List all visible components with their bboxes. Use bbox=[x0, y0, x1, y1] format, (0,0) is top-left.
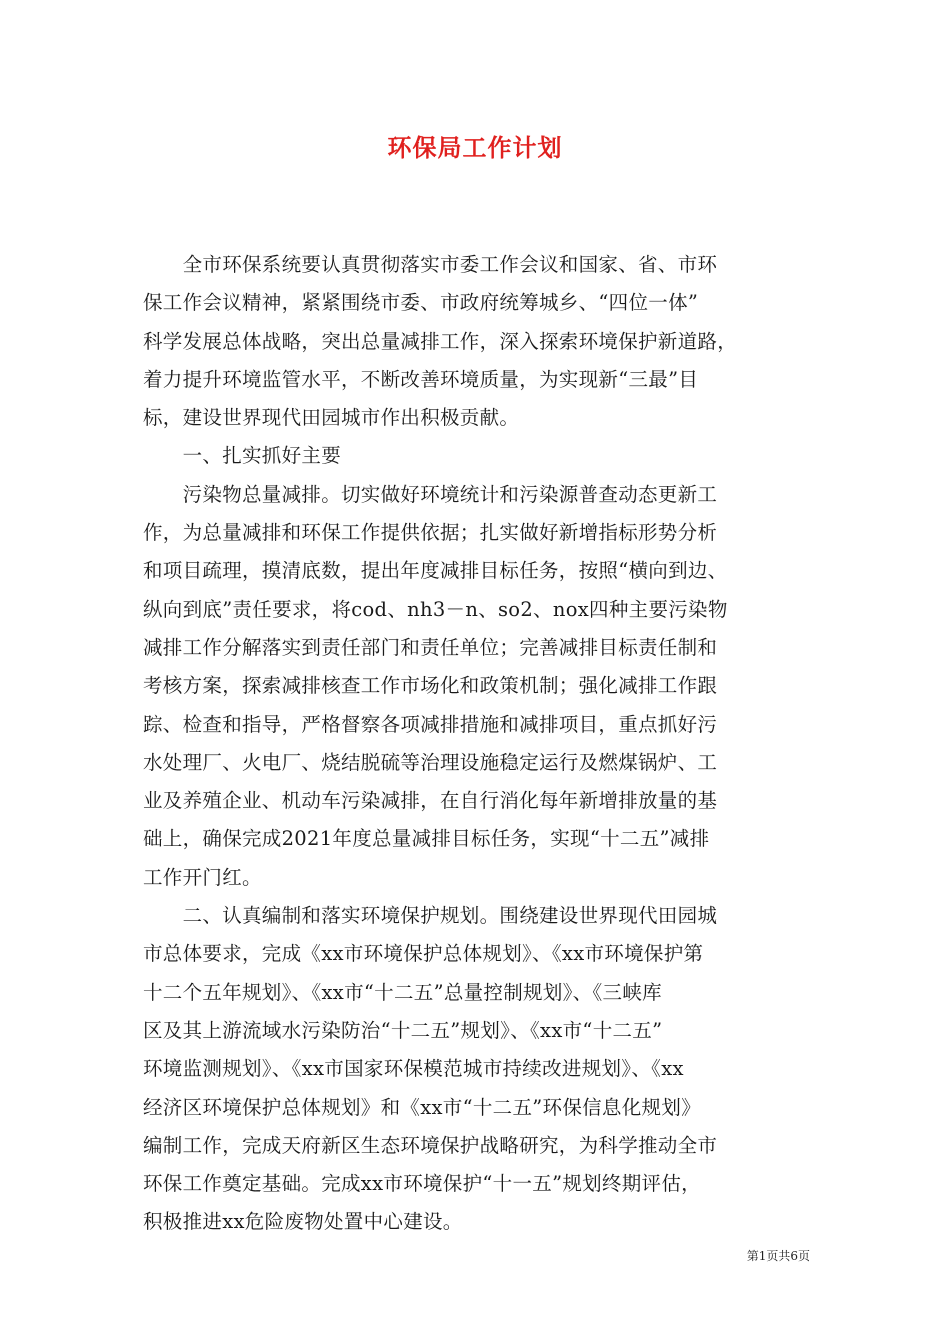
text-line: 全市环保系统要认真贯彻落实市委工作会议和国家、省、市环 bbox=[143, 253, 718, 276]
text-line: 工作开门红。 bbox=[143, 865, 262, 889]
text-line: 污染物总量减排。切实做好环境统计和污染源普查动态更新工 bbox=[143, 482, 718, 506]
text-line: 纵向到底”责任要求，将cod、nh3－n、so2、nox四种主要污染物 bbox=[143, 597, 728, 621]
text-line: 市总体要求，完成《xx市环境保护总体规划》、《xx市环境保护第 bbox=[143, 942, 704, 966]
document-body bbox=[143, 246, 811, 1242]
page-number: 第1页共6页 bbox=[746, 1249, 810, 1263]
text-line: 积极推进xx危险废物处置中心建设。 bbox=[143, 1210, 463, 1234]
text-line: 着力提升环境监管水平，不断改善环境质量，为实现新“三最”目 bbox=[143, 367, 699, 391]
text-line: 保工作会议精神，紧紧围绕市委、市政府统筹城乡、“四位一体” bbox=[143, 291, 699, 315]
text-line: 减排工作分解落实到责任部门和责任单位；完善减排目标责任制和 bbox=[143, 635, 718, 659]
document-title: 环保局工作计划 bbox=[387, 133, 563, 162]
text-line: 环保工作奠定基础。完成xx市环境保护“十一五”规划终期评估， bbox=[143, 1172, 701, 1196]
text-line: 经济区环境保护总体规划》和《xx市“十二五”环保信息化规划》 bbox=[143, 1095, 701, 1119]
text-line: 考核方案，探索减排核查工作市场化和政策机制；强化减排工作跟 bbox=[143, 674, 718, 698]
text-line: 二、认真编制和落实环境保护规划。围绕建设世界现代田园城 bbox=[143, 904, 718, 928]
text-line: 业及养殖企业、机动车污染减排，在自行消化每年新增排放量的基 bbox=[143, 789, 718, 813]
text-line: 编制工作，完成天府新区生态环境保护战略研究，为科学推动全市 bbox=[143, 1133, 718, 1157]
text-line: 作，为总量减排和环保工作提供依据；扎实做好新增指标形势分析 bbox=[143, 521, 718, 545]
text-line: 和项目疏理，摸清底数，提出年度减排目标任务，按照“横向到边、 bbox=[143, 559, 728, 583]
text-line: 环境监测规划》、《xx市国家环保模范城市持续改进规划》、《xx bbox=[143, 1057, 684, 1081]
section-heading: 一、扎实抓好主要 bbox=[143, 444, 342, 468]
text-line: 标，建设世界现代田园城市作出积极贡献。 bbox=[143, 406, 520, 430]
text-line: 区及其上游流域水污染防治“十二五”规划》、《xx市“十二五” bbox=[143, 1018, 663, 1042]
text-line: 础上，确保完成2021年度总量减排目标任务，实现“十二五”减排 bbox=[143, 827, 710, 851]
text-line: 科学发展总体战略，突出总量减排工作，深入探索环境保护新道路， bbox=[143, 329, 738, 353]
text-line: 踪、检查和指导，严格督察各项减排措施和减排项目，重点抓好污 bbox=[143, 712, 718, 736]
text-line: 十二个五年规划》、《xx市“十二五”总量控制规划》、《三峡库 bbox=[143, 980, 662, 1004]
text-line: 水处理厂、火电厂、烧结脱硫等治理设施稳定运行及燃煤锅炉、工 bbox=[143, 750, 718, 774]
